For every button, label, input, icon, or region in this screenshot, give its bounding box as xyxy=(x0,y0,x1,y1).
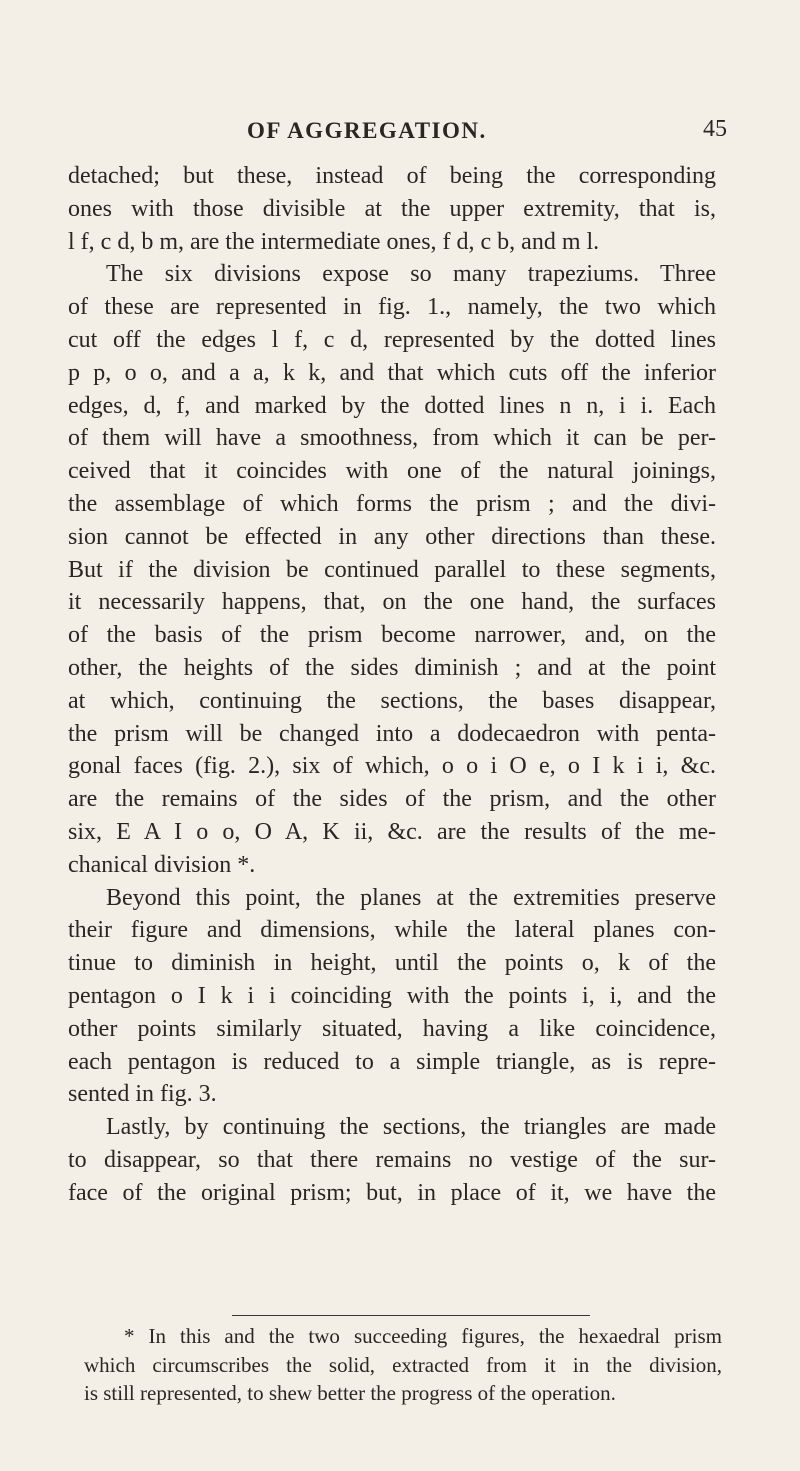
text-line: ceived that it coincides with one of the natural joinings, xyxy=(68,458,716,485)
text-line: detached; but these, instead of being the corresponding xyxy=(68,163,716,189)
footnote-divider xyxy=(232,1315,590,1316)
text-line: each pentagon is reduced to a simple triangle, as is repre- xyxy=(68,1048,716,1075)
text-line: other points similarly situated, having a like coincidence, xyxy=(68,1015,716,1042)
page-header xyxy=(0,112,800,152)
text-line: their figure and dimensions, while the lateral planes con- xyxy=(68,917,716,944)
text-line: gonal faces (fig. 2.), six of which, o o i O e, o I k i i, &c. xyxy=(68,753,716,780)
text-line: of these are represented in fig. 1., namely, the two which xyxy=(68,294,716,321)
text-line: are the remains of the sides of the prism, and the other xyxy=(68,786,716,813)
text-line: tinue to diminish in height, until the points o, k of the xyxy=(68,950,716,977)
text-line: pentagon o I k i i coinciding with the points i, i, and the xyxy=(68,982,716,1009)
text-line: Lastly, by continuing the sections, the triangles are made xyxy=(106,1114,716,1141)
text-line: six, E A I o o, O A, K ii, &c. are the results of the me- xyxy=(68,818,716,845)
body-text xyxy=(68,160,716,1210)
text-line: sented in fig. 3. xyxy=(68,1081,217,1108)
footnote-line: is still represented, to shew better the progress of the operation. xyxy=(84,1381,616,1406)
text-line: cut off the edges l f, c d, represented by the dotted lines xyxy=(68,326,716,353)
text-line: it necessarily happens, that, on the one hand, the surfaces xyxy=(68,589,716,616)
footnote-line: * In this and the two succeeding figures, the hexaedral prism xyxy=(124,1324,722,1348)
footnote-line: which circumscribes the solid, extracted from it in the division, xyxy=(84,1352,722,1377)
text-line: other, the heights of the sides diminish ; and at the point xyxy=(68,654,716,681)
text-line: face of the original prism; but, in place of it, we have the xyxy=(68,1179,716,1206)
text-line: sion cannot be effected in any other directions than these. xyxy=(68,523,716,550)
text-line: to disappear, so that there remains no vestige of the sur- xyxy=(68,1146,716,1173)
page-number: 45 xyxy=(703,116,727,142)
text-line: Beyond this point, the planes at the extremities preserve xyxy=(106,884,716,911)
text-line: l f, c d, b m, are the intermediate ones, f d, c b, and m l. xyxy=(68,228,600,255)
text-line: at which, continuing the sections, the bases disappear, xyxy=(68,687,716,714)
text-line: edges, d, f, and marked by the dotted lines n n, i i. Each xyxy=(68,392,716,419)
text-line: of them will have a smoothness, from which it can be per- xyxy=(68,425,716,452)
text-line: p p, o o, and a a, k k, and that which cuts off the inferior xyxy=(68,359,716,386)
running-head: OF AGGREGATION. xyxy=(247,118,487,143)
text-line: the assemblage of which forms the prism ; and the divi- xyxy=(68,490,716,517)
text-line: The six divisions expose so many trapeziums. Three xyxy=(106,261,716,288)
footnote xyxy=(84,1322,722,1408)
text-line: of the basis of the prism become narrower, and, on the xyxy=(68,622,716,649)
text-line: chanical division *. xyxy=(68,851,256,878)
text-line: the prism will be changed into a dodecaedron with penta- xyxy=(68,720,716,747)
text-line: But if the division be continued parallel to these segments, xyxy=(68,556,716,583)
text-line: ones with those divisible at the upper extremity, that is, xyxy=(68,195,716,222)
